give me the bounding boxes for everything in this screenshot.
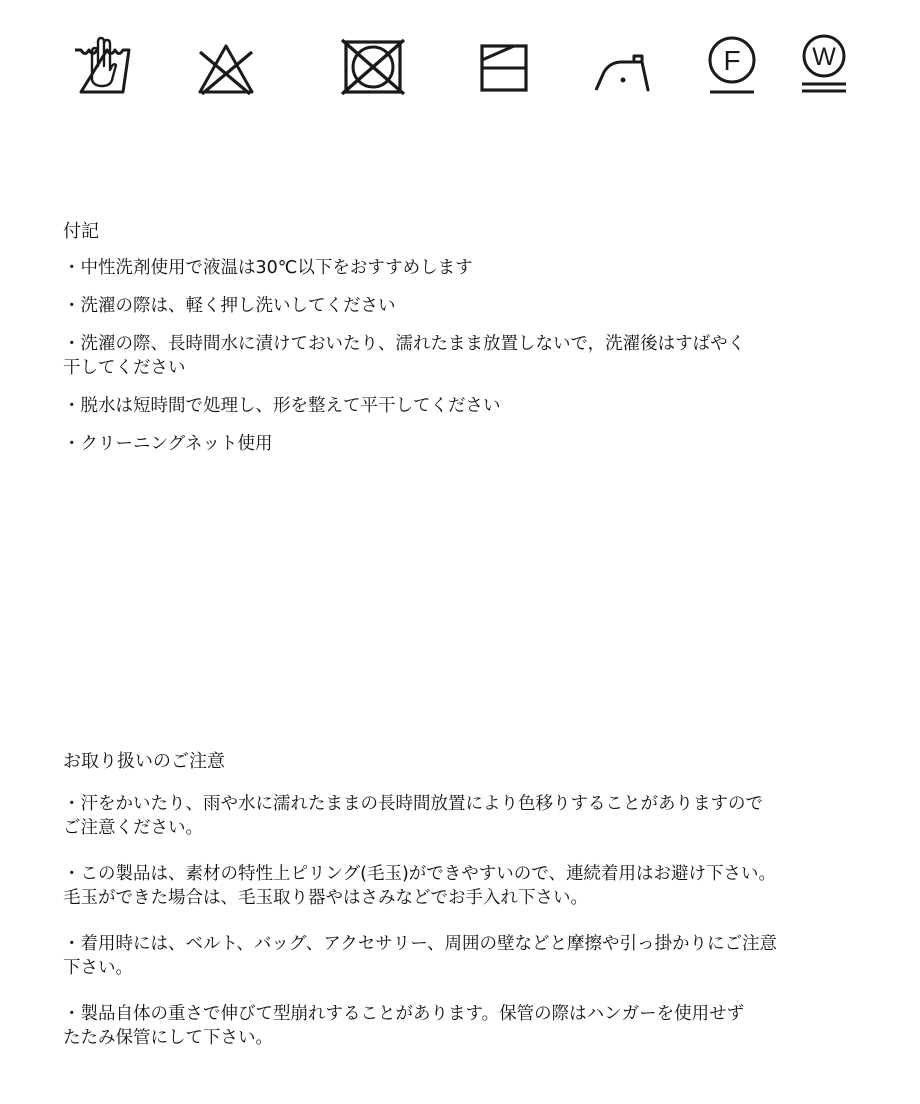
appendix-note: ・中性洗剤使用で液温は30℃以下をおすすめします (63, 258, 473, 278)
caution-note: ・この製品は、素材の特性上ピリング(毛玉)ができやすいので、連続着用はお避け下さい。 毛玉ができた場合は、毛玉取り器やはさみなどでお手入れ下さい。 (63, 864, 776, 908)
caution-note: ・着用時には、ベルト、バッグ、アクセサリー、周囲の壁などと摩擦や引っ掛かりにご注意 下さい。 (63, 934, 777, 978)
appendix-note: ・洗濯の際、長時間水に漬けておいたり、濡れたまま放置しないで，洗濯後はすばやく 干してください (63, 334, 746, 378)
wet-clean-w-icon (796, 30, 852, 96)
no-bleach-icon (194, 30, 258, 96)
hand-wash-icon (72, 30, 132, 96)
dry-clean-f-icon (704, 30, 760, 96)
appendix-note: ・クリーニングネット使用 (63, 434, 273, 454)
caution-note: ・汗をかいたり、雨や水に濡れたままの長時間放置により色移りすることがありますので ご注意ください。 (63, 794, 763, 838)
dry-flat-shade-icon (478, 30, 532, 96)
no-tumble-dry-icon (340, 30, 406, 96)
appendix-note: ・脱水は短時間で処理し、形を整えて平干してください (63, 396, 501, 416)
iron-low-icon (592, 30, 652, 96)
care-symbols-row (0, 30, 920, 110)
caution-note: ・製品自体の重さで伸びて型崩れすることがあります。保管の際はハンガーを使用せず たたみ保管にして下さい。 (63, 1004, 745, 1048)
caution-section (63, 750, 873, 1072)
wet-clean-letter: W (812, 43, 836, 71)
appendix-note: ・洗濯の際は、軽く押し洗いしてください (63, 296, 396, 316)
dry-clean-letter: F (723, 45, 741, 76)
appendix-section (63, 220, 873, 470)
caution-title: お取り扱いのご注意 (63, 751, 225, 772)
appendix-title: 付記 (63, 221, 99, 242)
